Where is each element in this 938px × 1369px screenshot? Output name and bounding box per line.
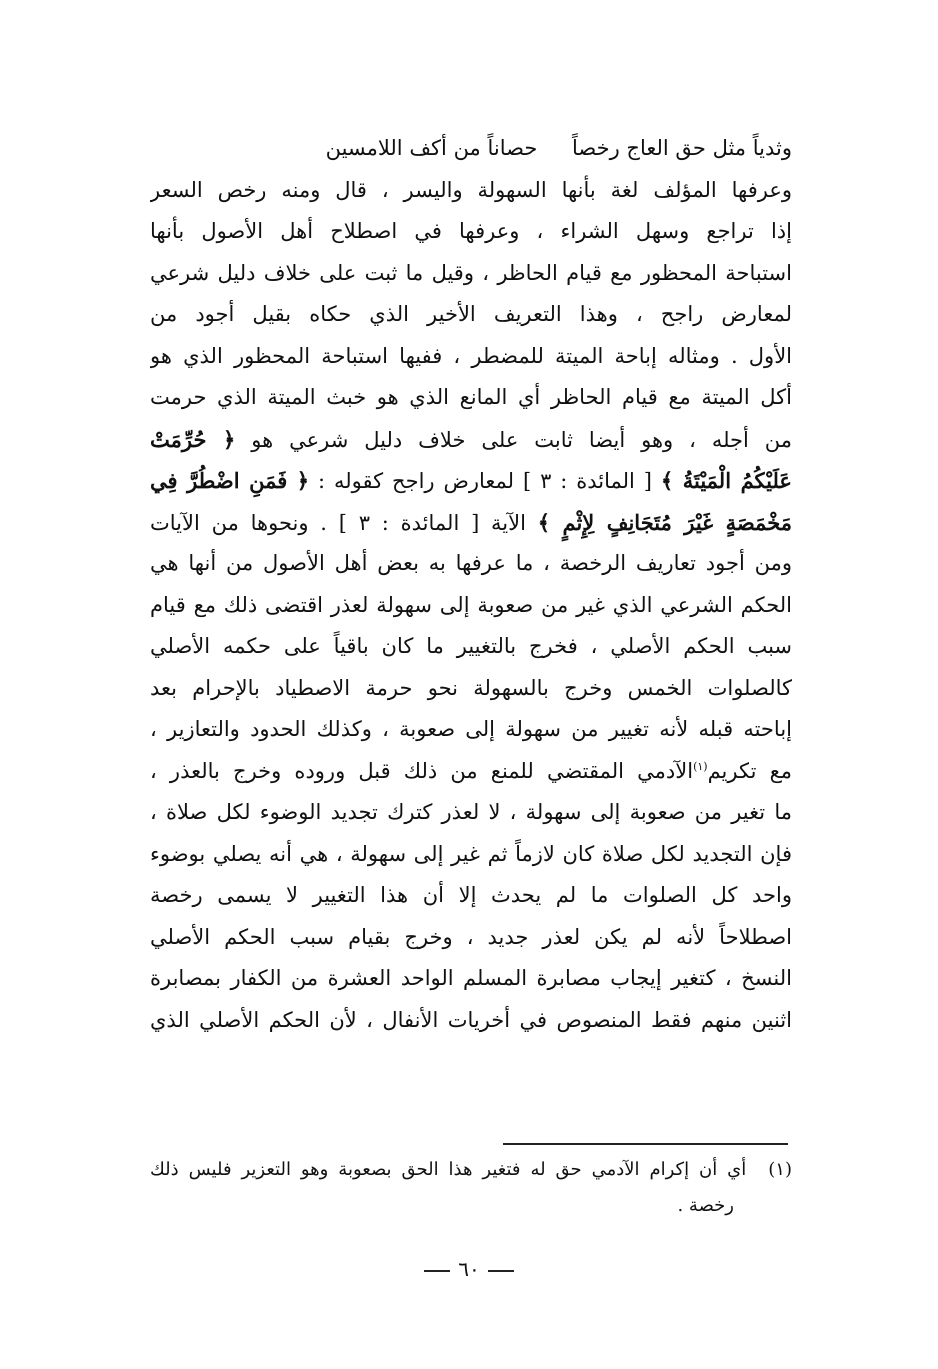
text-line: استباحة المحظور مع قيام الحاظر ، وقيل ما ثبت على خلاف دليل شرعي [150, 260, 792, 285]
text-line [150, 502, 792, 544]
main-text [150, 128, 792, 1041]
footnote-line: رخصة . [677, 1195, 734, 1216]
quran-quote: ﴿ حُرِّمَتْ [150, 426, 236, 452]
text-line: أكل الميتة مع قيام الحاظر أي المانع الذي هو خبث الميتة الذي حرمت [150, 385, 792, 409]
text-line: الأول . ومثاله إباحة الميتة للمضطر ، ففيها استباحة المحظور الذي هو [150, 343, 792, 368]
text-line: اصطلاحاً لأنه لم يكن لعذر جديد ، وخرج بقيام سبب الحكم الأصلي [150, 924, 792, 949]
footnote-marker: (١) [768, 1159, 792, 1180]
text-line: اثنين منهم فقط المنصوص في أخريات الأنفال ، لأن الحكم الأصلي الذي [150, 1007, 792, 1032]
text-segment: الآية [ المائدة : ٣ ] . ونحوها من الآيات [150, 510, 526, 535]
quran-quote: مَخْمَصَةٍ غَيْرَ مُتَجَانِفٍ لِإِثْمٍ ﴾ [537, 509, 792, 535]
text-segment: مع تكريم [707, 758, 792, 783]
quran-quote: ﴿ فَمَنِ اضْطُرَّ فِي [150, 468, 310, 493]
text-segment: [ المائدة : ٣ ] لمعارض راجح كقوله : [318, 469, 652, 493]
text-line: إباحته قبله لأنه تغيير من سهولة إلى صعوبة ، وكذلك الحدود والتعازير ، [150, 717, 792, 741]
text-line [150, 419, 792, 461]
page-number-value: ٦٠ [458, 1257, 480, 1281]
text-segment: من أجله ، وهو أيضا ثابت على خلاف دليل شرعي هو [251, 427, 792, 452]
quran-quote: عَلَيْكُمُ الْمَيْتَةُ ﴾ [660, 468, 792, 493]
text-line: سبب الحكم الأصلي ، فخرج بالتغيير ما كان باقياً على حكمه الأصلي [150, 634, 792, 658]
footnotes [150, 1152, 792, 1224]
footnote-line [150, 1152, 792, 1188]
text-line: واحد كل الصلوات ما لم يحدث إلا أن هذا التغيير لا يسمى رخصة [150, 883, 792, 907]
text-line: النسخ ، كتغير إيجاب مصابرة المسلم الواحد العشرة من الكفار بمصابرة [150, 966, 792, 990]
dash-left [488, 1270, 514, 1272]
footnote-reference[interactable]: (١) [693, 759, 708, 773]
text-line: ما تغير من صعوبة إلى سهولة ، لا لعذر كترك تجديد الوضوء لكل صلاة ، [150, 800, 792, 824]
text-line: الحكم الشرعي الذي غير من صعوبة إلى سهولة لعذر اقتضى ذلك مع قيام [150, 592, 792, 617]
page-number [0, 1254, 938, 1284]
verse-second-hemistich: حصاناً من أكف اللامسين [325, 136, 538, 160]
text-line: فإن التجديد لكل صلاة كان لازماً ثم غير إلى سهولة ، هي أنه يصلي بوضوء [150, 841, 792, 866]
footnote-text: أي أن إكرام الآدمي حق له فتغير هذا الحق بصعوبة وهو التعزير فليس ذلك [150, 1159, 747, 1180]
text-line [150, 751, 792, 793]
footnote-separator [503, 1143, 788, 1145]
text-line: ومن أجود تعاريف الرخصة ، ما عرفها به بعض أهل الأصول من أنها هي [150, 551, 792, 575]
dash-right [424, 1270, 450, 1272]
text-segment: الآدمي المقتضي للمنع من ذلك قبل وروده وخرج بالعذر ، [150, 758, 694, 783]
text-line: إذا تراجع وسهل الشراء ، وعرفها في اصطلاح أهل الأصول بأنها [150, 219, 792, 243]
text-line [150, 460, 792, 502]
verse-line [150, 128, 792, 170]
verse-first-hemistich: وثدياً مثل حق العاج رخصاً [572, 136, 792, 160]
text-line: وعرفها المؤلف لغة بأنها السهولة واليسر ، قال ومنه رخص السعر [150, 177, 792, 202]
text-line: لمعارض راجح ، وهذا التعريف الأخير الذي حكاه بقيل أجود من [150, 302, 792, 326]
text-line: كالصلوات الخمس وخرج بالسهولة نحو حرمة الاصطياد بالإحرام بعد [150, 675, 792, 700]
